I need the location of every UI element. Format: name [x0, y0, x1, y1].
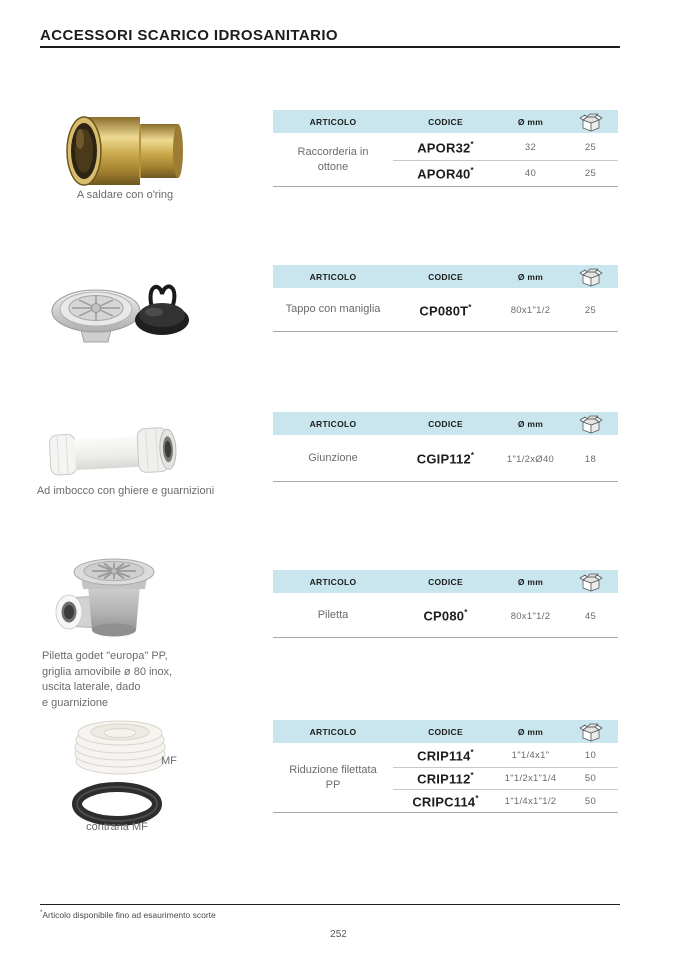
column-header-articolo: ARTICOLO [309, 418, 357, 429]
reduction-mf-label: MF [161, 755, 177, 767]
diameter-value: 1"1/4x1"1/2 [504, 795, 557, 807]
table-body [273, 593, 618, 637]
floor-drain-caption [42, 649, 172, 711]
table-header-row [273, 265, 618, 288]
floor-drain-caption-line-1: Piletta godet "europa" PP, [42, 650, 168, 662]
package-qty-value: 25 [584, 142, 597, 153]
package-box-icon [578, 266, 604, 288]
article-name: Giunzione [308, 451, 358, 464]
package-qty-value: 50 [584, 773, 597, 784]
diameter-value: 1"1/2x1"1/4 [504, 773, 557, 784]
article-name: Riduzione filettata PP [289, 764, 377, 791]
table-header-row [273, 110, 618, 133]
threaded-reduction-image [70, 713, 170, 777]
column-header-diameter: Ø mm [517, 726, 544, 737]
diameter-value: 80x1"1/2 [510, 305, 551, 316]
table-body [273, 288, 618, 331]
product-code: CRIPC114* [412, 793, 479, 809]
footer-rule [40, 904, 620, 905]
table-body [273, 133, 618, 186]
floor-drain-caption-line-3: uscita laterale, dado [42, 681, 141, 693]
package-box-icon [578, 413, 604, 435]
product-table-riduzione [273, 720, 618, 813]
table-header-row [273, 720, 618, 743]
product-code: CGIP112* [416, 451, 475, 467]
gasket-ring-image [70, 782, 164, 826]
column-header-diameter: Ø mm [517, 116, 544, 127]
column-header-codice: CODICE [428, 726, 463, 737]
package-qty-value: 50 [584, 795, 597, 807]
table-row [393, 595, 618, 637]
table-header-row [273, 412, 618, 435]
column-header-articolo: ARTICOLO [309, 116, 357, 127]
brass-fitting-caption: A saldare con o'ring [76, 189, 174, 201]
package-box-icon [578, 721, 604, 743]
diameter-value: 80x1"1/2 [510, 610, 551, 622]
column-header-diameter: Ø mm [517, 271, 544, 282]
table-row [393, 290, 618, 331]
product-code: CRIP112* [417, 770, 474, 787]
table-body [273, 435, 618, 481]
sink-strainer-and-plug-image [48, 274, 198, 350]
gasket-caption: contraria MF [86, 821, 148, 833]
package-qty-value: 45 [584, 610, 597, 622]
package-box-icon [578, 571, 604, 593]
package-box-icon [578, 111, 604, 133]
package-qty-value: 18 [584, 453, 597, 465]
product-table-raccorderia [273, 110, 618, 187]
column-header-package-qty [563, 413, 618, 435]
product-code: APOR40* [417, 165, 474, 182]
diameter-value: 40 [524, 168, 537, 179]
product-table-piletta [273, 570, 618, 638]
page-number: 252 [330, 929, 347, 940]
product-code: CRIP114* [417, 748, 474, 764]
title-rule [40, 46, 620, 48]
column-header-package-qty [563, 571, 618, 593]
column-header-codice: CODICE [428, 576, 463, 587]
floor-drain-caption-line-2: griglia amovibile ø 80 inox, [42, 665, 173, 678]
product-table-giunzione [273, 412, 618, 482]
column-header-codice: CODICE [428, 116, 463, 127]
package-qty-value: 25 [584, 168, 597, 179]
product-table-tappo [273, 265, 618, 332]
column-header-codice: CODICE [428, 271, 463, 282]
footnote: *Articolo disponibile fino ad esaurimento scorte [40, 910, 216, 920]
table-row [393, 437, 618, 481]
column-header-articolo: ARTICOLO [309, 726, 357, 737]
table-row [393, 790, 618, 812]
diameter-value: 1"1/2xØ40 [506, 453, 555, 465]
column-header-diameter: Ø mm [517, 418, 544, 429]
article-name: Tappo con maniglia [285, 303, 381, 316]
floor-drain-caption-line-4: e guarnizione [42, 696, 109, 709]
product-code: CP080T* [419, 302, 472, 319]
article-name: Piletta [317, 608, 349, 621]
diameter-value: 1"1/4x1" [511, 750, 550, 762]
pipe-coupling-caption: Ad imbocco con ghiere e guarnizioni [36, 485, 215, 497]
column-header-diameter: Ø mm [517, 576, 544, 587]
column-header-codice: CODICE [428, 418, 463, 429]
brass-fitting-image [60, 113, 190, 189]
article-name: Raccorderia in ottone [297, 146, 369, 173]
product-code: APOR32* [417, 139, 474, 156]
table-row [393, 135, 618, 160]
product-code: CP080* [423, 608, 468, 624]
column-header-package-qty [563, 721, 618, 743]
table-body [273, 743, 618, 812]
package-qty-value: 10 [584, 750, 597, 762]
floor-drain-image [52, 556, 167, 648]
table-header-row [273, 570, 618, 593]
page-title: ACCESSORI SCARICO IDROSANITARIO [40, 27, 338, 44]
table-row [393, 768, 618, 790]
column-header-package-qty [563, 111, 618, 133]
package-qty-value: 25 [584, 305, 597, 316]
table-row [393, 161, 618, 186]
pipe-coupling-image [46, 420, 188, 484]
column-header-articolo: ARTICOLO [309, 576, 357, 587]
column-header-articolo: ARTICOLO [309, 271, 357, 282]
diameter-value: 32 [524, 142, 537, 153]
table-row [393, 745, 618, 767]
column-header-package-qty [563, 266, 618, 288]
